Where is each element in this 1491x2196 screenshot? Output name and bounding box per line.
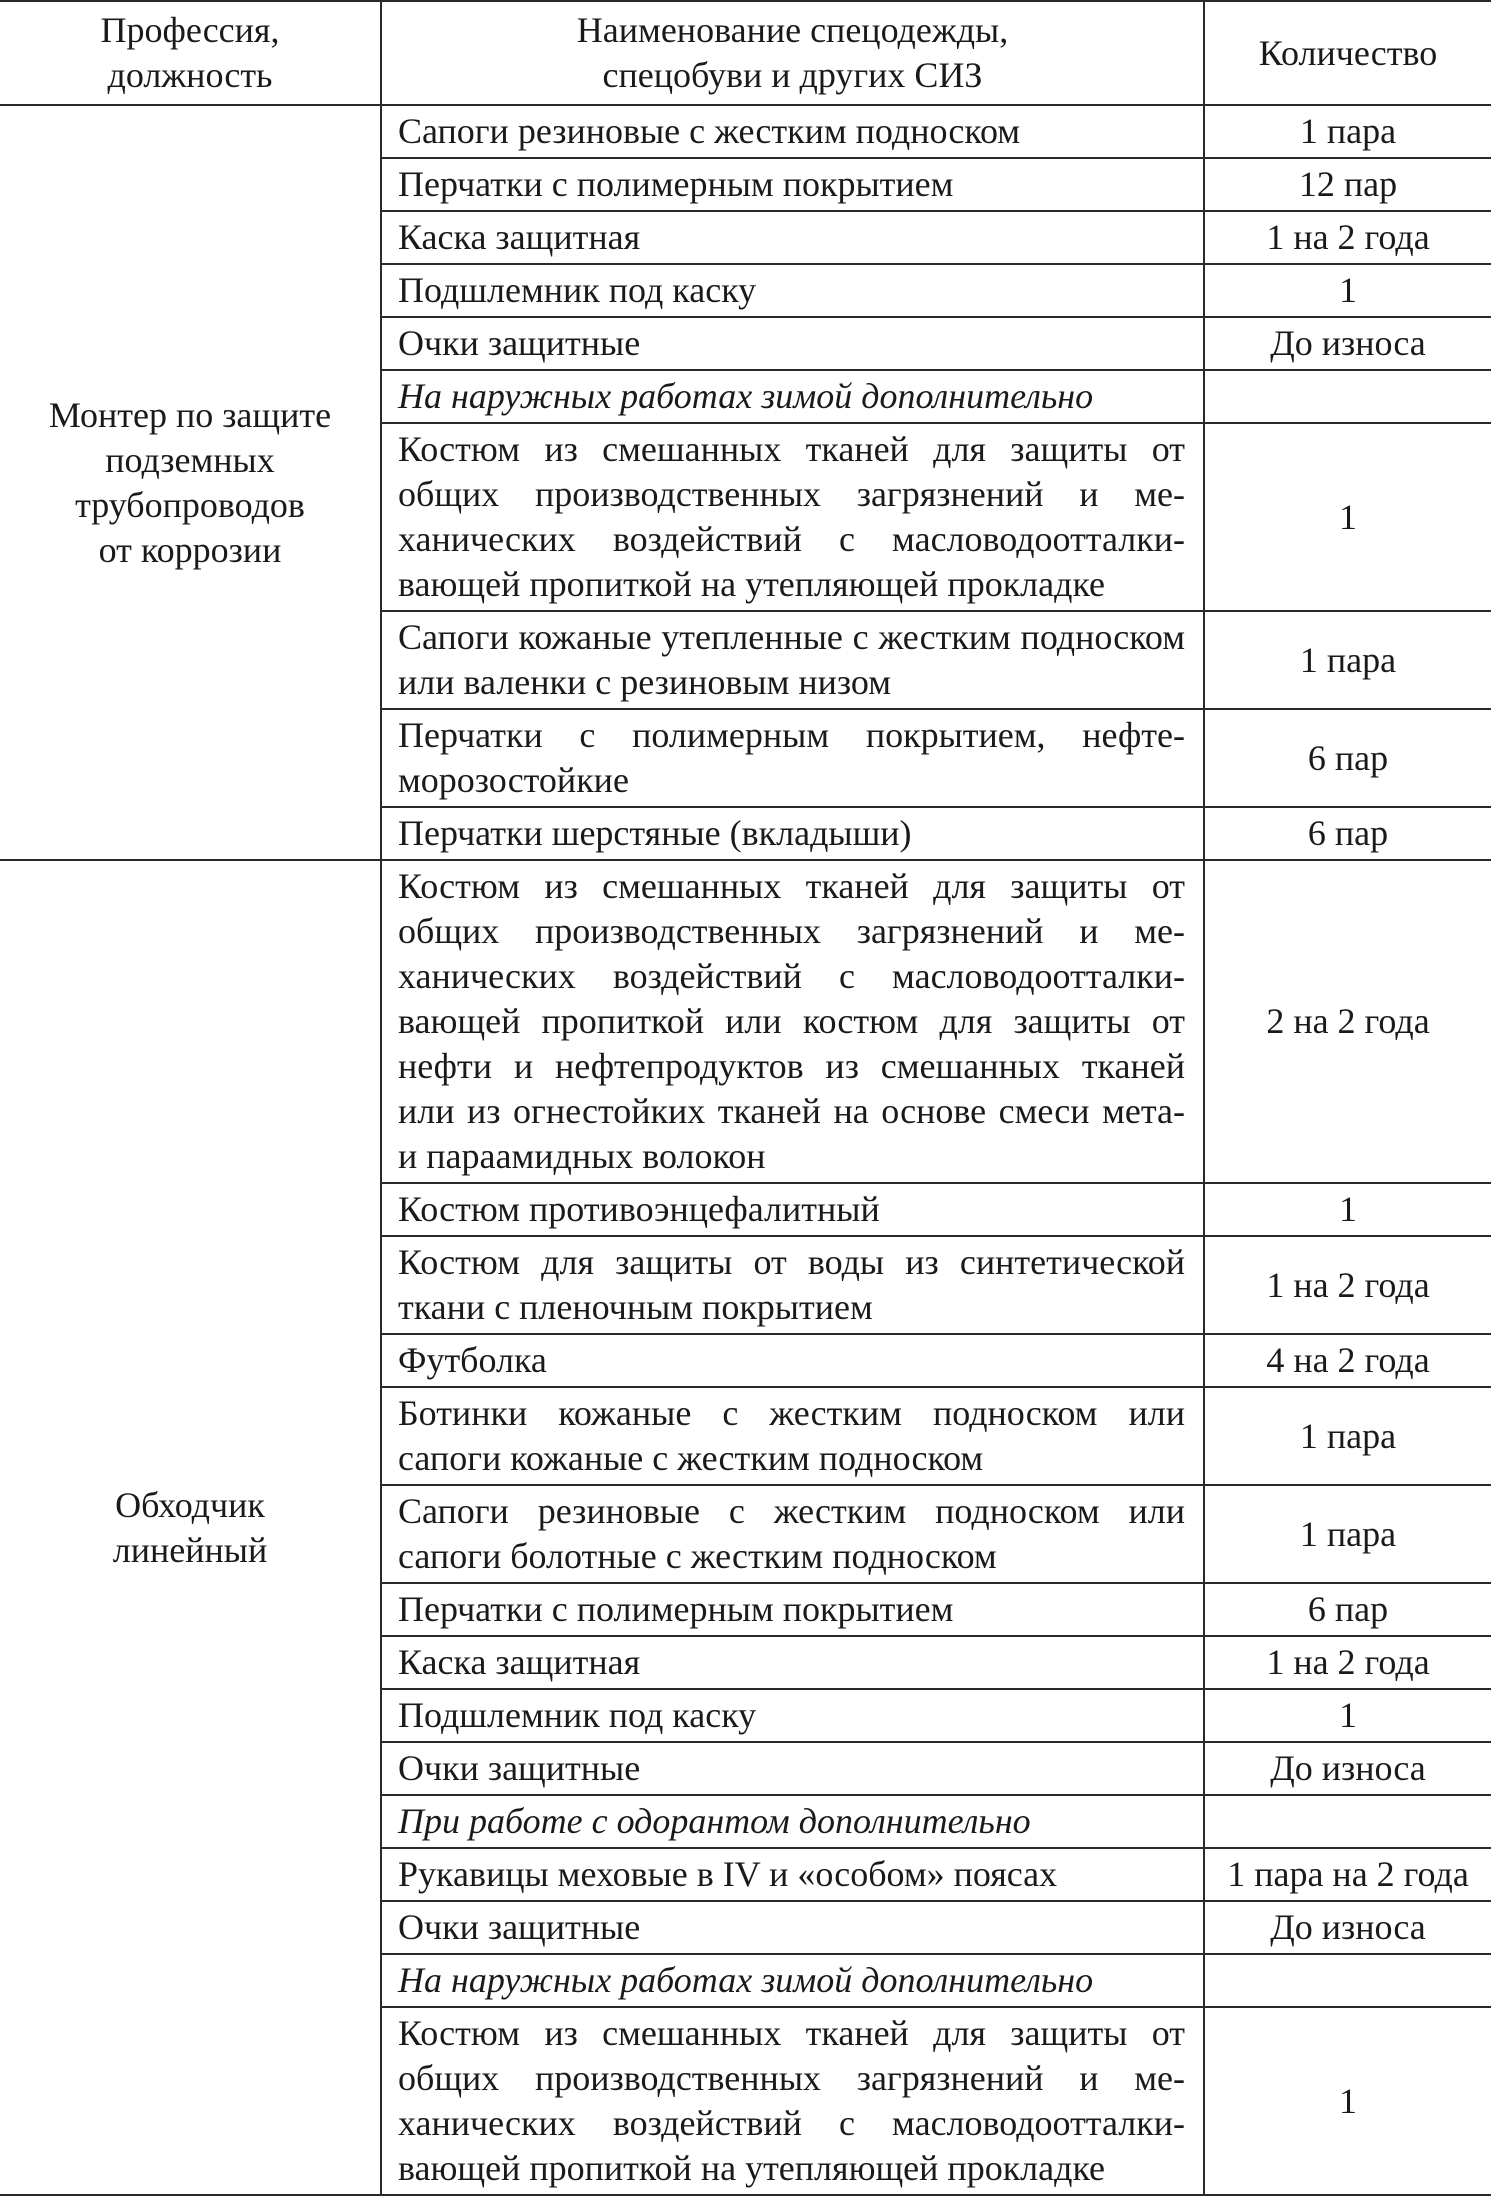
quantity-cell: 1 пара на 2 года: [1204, 1848, 1491, 1901]
item-cell: Перчатки шерстяные (вкладыши): [381, 807, 1204, 860]
section-note-cell: На наружных работах зимой дополнительно: [381, 370, 1204, 423]
profession-line: Обходчик: [115, 1484, 265, 1525]
quantity-cell: 1 пара: [1204, 1387, 1491, 1485]
quantity-cell: 1 на 2 года: [1204, 1236, 1491, 1334]
header-item-name-line: спецобуви и других СИЗ: [602, 55, 983, 95]
quantity-cell: 6 пар: [1204, 1583, 1491, 1636]
quantity-cell: 1: [1204, 1689, 1491, 1742]
item-cell: Очки защитные: [381, 317, 1204, 370]
profession-line: подземных: [105, 439, 275, 480]
item-cell: Перчатки с полимерным покрытием: [381, 158, 1204, 211]
quantity-cell: 1 на 2 года: [1204, 1636, 1491, 1689]
profession-line: линейный: [112, 1529, 268, 1570]
quantity-cell: 1: [1204, 423, 1491, 611]
quantity-cell: 12 пар: [1204, 158, 1491, 211]
table-row: [0, 860, 1491, 1183]
quantity-cell: 1 пара: [1204, 611, 1491, 709]
section-note-cell: При работе с одорантом дополнительно: [381, 1795, 1204, 1848]
quantity-cell: 1 пара: [1204, 105, 1491, 158]
item-cell: Сапоги резиновые с жестким подноском или сапоги болотные с жестким подноском: [381, 1485, 1204, 1583]
item-cell: Очки защитные: [381, 1901, 1204, 1954]
item-cell: Костюм из смешанных тканей для защиты от общих производственных загрязнений и механических воздействий с масловодоотталкивающей пропиткой на утепляющей прокладке: [381, 423, 1204, 611]
item-cell: Костюм противоэнцефалитный: [381, 1183, 1204, 1236]
header-profession-line: Профессия,: [100, 10, 280, 50]
item-cell: Подшлемник под каску: [381, 1689, 1204, 1742]
item-cell: Костюм из смешанных тканей для защиты от общих производственных загрязнений и механических воздействий с масловодоотталкивающей пропиткой или костюм для защиты от нефти и нефтепродуктов из смешанных тканей или из огнестойких тканей на основе смеси мета- и параамидных волокон: [381, 860, 1204, 1183]
quantity-cell: 6 пар: [1204, 807, 1491, 860]
item-cell: Подшлемник под каску: [381, 264, 1204, 317]
quantity-cell: [1204, 370, 1491, 423]
item-cell: Сапоги кожаные утепленные с жестким подноском или валенки с резиновым низом: [381, 611, 1204, 709]
quantity-cell: 1: [1204, 2007, 1491, 2195]
profession-line: Монтер по защите: [48, 394, 332, 435]
quantity-cell: 6 пар: [1204, 709, 1491, 807]
quantity-cell: До износа: [1204, 1742, 1491, 1795]
item-cell: Ботинки кожаные с жестким подноском или сапоги кожаные с жестким подноском: [381, 1387, 1204, 1485]
quantity-cell: 1 пара: [1204, 1485, 1491, 1583]
item-cell: Перчатки с полимерным покрытием, нефтеморозостойкие: [381, 709, 1204, 807]
table-row: [0, 105, 1491, 158]
item-cell: Каска защитная: [381, 211, 1204, 264]
item-cell: Очки защитные: [381, 1742, 1204, 1795]
header-profession-line: должность: [107, 55, 273, 95]
item-cell: Костюм из смешанных тканей для защиты от общих производственных загрязнений и механических воздействий с масловодоотталкивающей пропиткой на утепляющей прокладке: [381, 2007, 1204, 2195]
item-cell: Сапоги резиновые с жестким подноском: [381, 105, 1204, 158]
item-cell: Перчатки с полимерным покрытием: [381, 1583, 1204, 1636]
quantity-cell: До износа: [1204, 1901, 1491, 1954]
quantity-cell: 4 на 2 года: [1204, 1334, 1491, 1387]
profession-cell: [0, 860, 381, 2195]
quantity-cell: [1204, 1795, 1491, 1848]
table-header-row: [0, 1, 1491, 105]
quantity-cell: 2 на 2 года: [1204, 860, 1491, 1183]
header-item-name: [381, 1, 1204, 105]
item-cell: Костюм для защиты от воды из синтетической ткани с пленочным покрытием: [381, 1236, 1204, 1334]
quantity-cell: [1204, 1954, 1491, 2007]
profession-line: от коррозии: [98, 529, 282, 570]
item-cell: Каска защитная: [381, 1636, 1204, 1689]
item-cell: Футболка: [381, 1334, 1204, 1387]
item-cell: Рукавицы меховые в IV и «особом» поясах: [381, 1848, 1204, 1901]
header-quantity-label: Количество: [1258, 32, 1438, 73]
quantity-cell: До износа: [1204, 317, 1491, 370]
quantity-cell: 1: [1204, 1183, 1491, 1236]
profession-cell: [0, 105, 381, 860]
quantity-cell: 1 на 2 года: [1204, 211, 1491, 264]
header-profession: [0, 1, 381, 105]
header-quantity: [1204, 1, 1491, 105]
section-note-cell: На наружных работах зимой дополнительно: [381, 1954, 1204, 2007]
quantity-cell: 1: [1204, 264, 1491, 317]
profession-line: трубопроводов: [75, 484, 305, 525]
header-item-name-line: Наименование спецодежды,: [576, 10, 1009, 50]
